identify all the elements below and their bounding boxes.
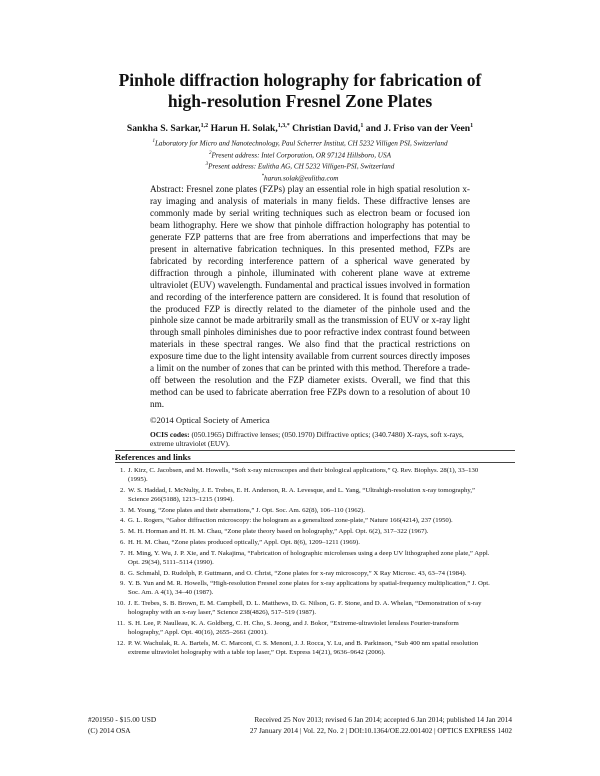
publication-history: Received 25 Nov 2013; revised 6 Jan 2014; accepted 6 Jan 2014; published 14 Jan 2014	[254, 715, 512, 724]
reference-text: G. L. Rogers, “Gabor diffraction microscopy: the hologram as a generalized zone-plate,” Nature 166(4214), 237 (1950).	[128, 517, 453, 525]
reference-number: 1.	[119, 467, 125, 474]
footer-row	[88, 725, 512, 736]
journal-citation-line: 27 January 2014 | Vol. 22, No. 2 | DOI:10.1364/OE.22.001402 | OPTICS EXPRESS 1402	[249, 726, 512, 735]
abstract-paragraph: Abstract: Fresnel zone plates (FZPs) play an essential role in high spatial resolution x-ray imaging and analysis of materials in many fields. These diffractive lenses are commonly made by serial writing techniques such as electron beam or focused ion beam lithography. Here we show that pinhole diffraction holography has potential to generate FZP patterns that are free from aberrations and imperfections that may be present in alternative fabrication techniques. In this presented method, FZPs are fabricated by recording interference pattern of a spherical wave generated by diffraction through a pinhole, illuminated with coherent plane wave at extreme ultraviolet (EUV) wavelength. Fundamental and practical issues involved in formation and recording of the interference pattern are considered. It is found that resolution of the produced FZP is directly related to the diameter of the pinhole used and the pinhole size cannot be made arbitrarily small as the transmission of EUV or x-ray light through small pinholes diminishes due to poor refractive index contrast found between materials in these spectral ranges. We also find that the practical restrictions on exposure time due to the light intensity available from current sources directly imposes a limit on the number of zones that can be printed with this method. Therefore a trade-off between the resolution and the FZP diameter exists. Overall, we find that this method can be used to fabricate aberration free FZPs down to a resolution of about 10 nm.	[150, 184, 470, 410]
page-footer	[88, 714, 512, 736]
reference-item	[115, 599, 493, 617]
corresponding-email-link[interactable]: harun.solak@eulitha.com	[264, 174, 339, 183]
reference-number: 11.	[116, 619, 125, 627]
reference-number: 3.	[119, 506, 125, 514]
author-list	[60, 120, 540, 135]
reference-list	[115, 466, 493, 659]
reference-number: 6.	[119, 538, 125, 546]
reference-text: S. H. Lee, P. Naulleau, K. A. Goldberg, C. H. Cho, S. Jeong, and J. Bokor, “Extreme-ultraviolet lensless Fourier-transform holography,” Appl. Opt. 40(16), 2655–2661 (2001).	[128, 619, 459, 636]
reference-text: M. Young, “Zone plates and their aberrations,” J. Opt. Soc. Am. 62(8), 106–110 (1962).	[128, 506, 365, 514]
affiliation-text: Laboratory for Micro and Nanotechnology, Paul Scherrer Institut, CH 5232 Villigen PSI, Switzerland	[154, 139, 448, 148]
reference-number: 5.	[119, 528, 125, 536]
reference-number: 7.	[119, 549, 125, 557]
title-line-2: high-resolution Fresnel Zone Plates	[167, 91, 433, 111]
affiliation-list	[120, 137, 480, 183]
reference-text: J. Kirz, C. Jacobsen, and M. Howells, “Soft x-ray microscopes and their biological applications,” Q. Rev. Biophys. 28(1), 33–130 (1995).	[128, 467, 479, 483]
reference-number: 12.	[116, 639, 125, 647]
reference-text: P. W. Wachulak, R. A. Bartels, M. C. Marconi, C. S. Menoni, J. J. Rocca, Y. Lu, and B. Parkinson, “Sub 400 nm spatial resolution extreme ultraviolet holography with a table top laser,” Opt. Express 14(21), 9636–9642 (2006).	[128, 639, 479, 656]
affiliation-marker: 3	[205, 162, 209, 168]
paper-title	[100, 70, 500, 112]
reference-text: J. E. Trebes, S. B. Brown, E. M. Campbell, D. L. Matthews, D. G. Nilson, G. F. Stone, and D. A. Whelan, “Demonstration of x-ray holography with an x-ray laser,” Science 238(4826), 517–519 (1987).	[128, 600, 482, 617]
reference-item	[115, 619, 493, 637]
author-name: Sankha S. Sarkar,	[126, 123, 201, 135]
affiliation-line	[120, 160, 480, 172]
reference-item	[115, 579, 493, 597]
ocis-codes	[150, 430, 470, 449]
reference-item	[115, 549, 493, 567]
reference-text: G. Schmahl, D. Rudolph, P. Guttmann, and O. Christ, “Zone plates for x-ray microscopy,” X Ray Microsc. 43, 63–74 (1984).	[128, 569, 467, 577]
reference-item	[115, 486, 493, 504]
affiliation-line	[120, 149, 480, 161]
references-heading-divider	[115, 462, 515, 463]
title-line-1: Pinhole diffraction holography for fabrication of	[118, 70, 482, 90]
affiliation-marker: 2	[209, 150, 212, 156]
ocis-text: (050.1965) Diffractive lenses; (050.1970) Diffractive optics; (340.7480) X-rays, soft x-rays, extreme ultraviolet (EUV).	[150, 430, 464, 449]
reference-number: 9.	[119, 580, 125, 588]
references-top-divider	[115, 450, 515, 451]
author-name: and J. Friso van der Veen	[365, 123, 471, 135]
footer-copyright: (C) 2014 OSA	[88, 726, 131, 735]
reference-item	[115, 639, 493, 657]
affiliation-text: Present address: Eulitha AG, CH 5232 Villigen-PSI, Switzerland	[208, 162, 395, 171]
reference-item	[115, 527, 493, 536]
author-affil-marker: 1,2	[200, 123, 209, 129]
affiliation-marker: *	[261, 173, 264, 179]
footer-row	[88, 714, 512, 725]
reference-item	[115, 538, 493, 547]
references-heading: References and links	[115, 452, 191, 462]
article-number-price: #201950 - $15.00 USD	[88, 715, 157, 724]
reference-item	[115, 506, 493, 515]
affiliation-marker: 1	[152, 139, 155, 144]
reference-text: W. S. Haddad, I. McNulty, J. E. Trebes, E. H. Anderson, R. A. Levesque, and L. Yang, “Ultrahigh-resolution x-ray tomography,” Science 266(5188), 1213–1215 (1994).	[128, 486, 476, 503]
affiliation-text: Present address: Intel Corporation, OR 97124 Hillsboro, USA	[211, 150, 391, 159]
reference-text: H. H. M. Chau, “Zone plates produced optically,” Appl. Opt. 8(6), 1209–1211 (1969).	[128, 538, 360, 546]
author-affil-marker: 1,3,*	[277, 123, 290, 129]
reference-number: 8.	[119, 569, 125, 577]
author-name: Christian David,	[292, 123, 361, 135]
author-name: Harun H. Solak,	[210, 123, 278, 135]
reference-number: 4.	[119, 517, 125, 525]
reference-text: H. Ming, Y. Wu, J. P. Xie, and T. Nakajima, “Fabrication of holographic microlenses using a deep UV lithographed zone plate,” Appl. Opt. 29(34), 5111–5114 (1990).	[128, 549, 490, 566]
reference-item	[115, 516, 493, 525]
author-affil-marker: 1	[470, 123, 474, 129]
copyright-notice: ©2014 Optical Society of America	[150, 415, 270, 425]
affiliation-line	[120, 172, 480, 184]
author-affil-marker: 1	[360, 123, 364, 129]
reference-text: M. H. Horman and H. H. M. Chau, “Zone plate theory based on holography,” Appl. Opt. 6(2), 317–322 (1967).	[128, 528, 429, 536]
reference-item	[115, 466, 493, 484]
reference-text: Y. B. Yun and M. R. Howells, “High-resolution Fresnel zone plates for x-ray applications by spatial-frequency multiplication,” J. Opt. Soc. Am. A 4(1), 34–40 (1987).	[128, 580, 490, 597]
reference-number: 2.	[119, 486, 125, 494]
affiliation-line	[120, 137, 480, 149]
reference-number: 10.	[116, 600, 125, 608]
ocis-label: OCIS codes:	[150, 430, 190, 439]
reference-item	[115, 569, 493, 578]
